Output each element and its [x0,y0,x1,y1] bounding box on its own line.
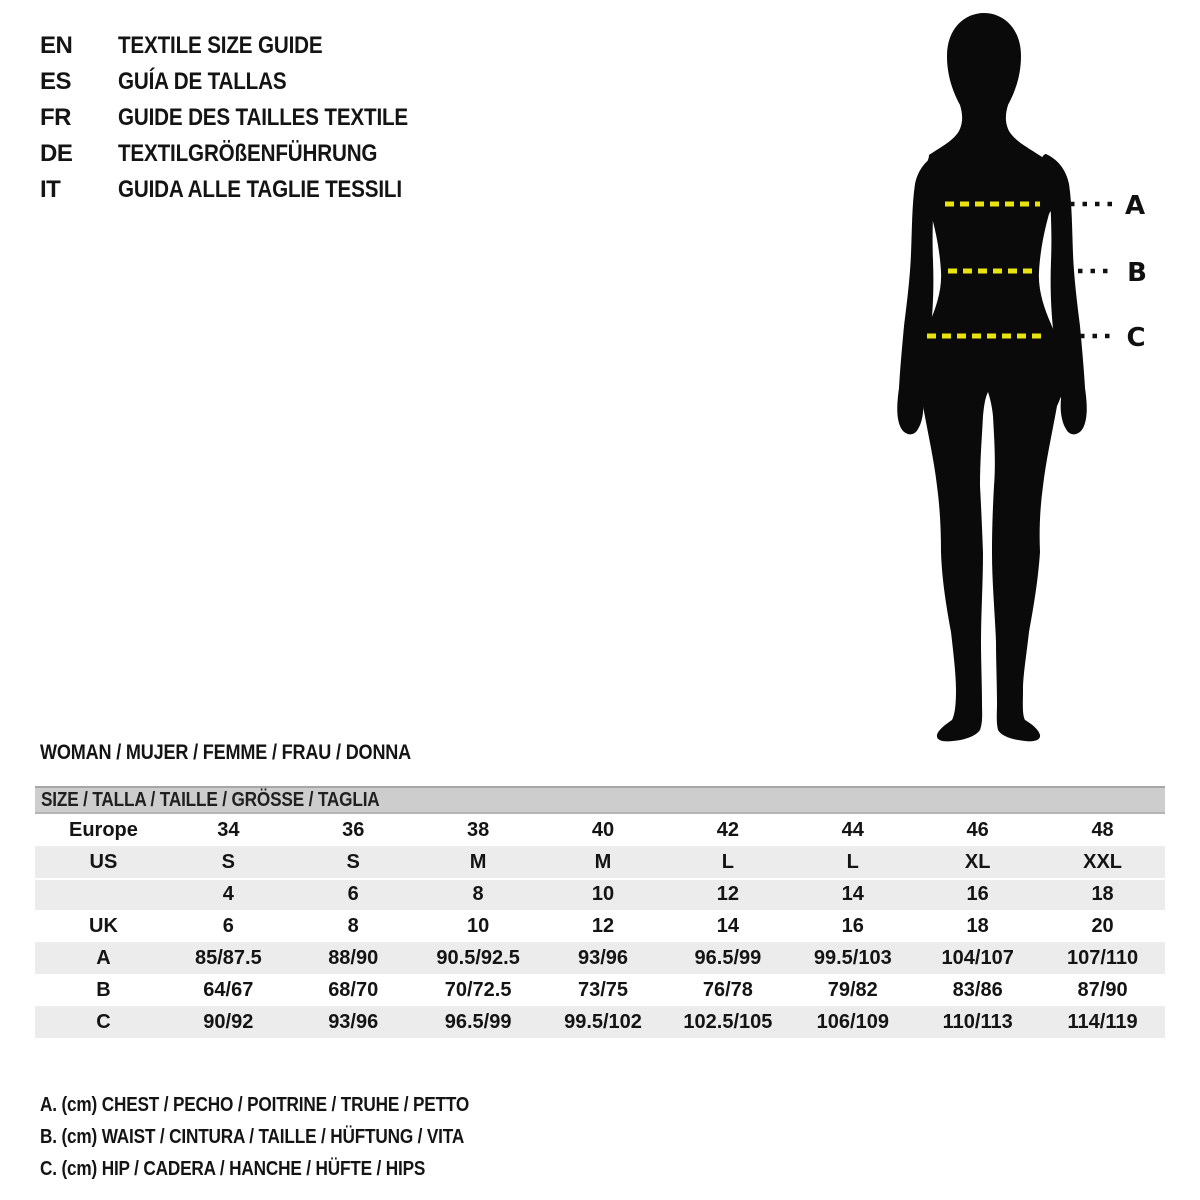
table-cell: 18 [966,915,989,937]
table-cell: 34 [217,819,240,841]
table-cell: 83/86 [952,979,1003,1001]
table-cell: 107/110 [1066,947,1139,969]
table-cell: 87/90 [1077,979,1128,1001]
table-cell: 6 [347,883,359,905]
table-cell: 64/67 [203,979,254,1001]
language-title: TEXTILGRÖßENFÜHRUNG [118,140,378,167]
table-cell: XXL [1083,851,1123,873]
table-cell: 12 [591,915,615,937]
language-row-es [40,64,455,100]
table-cell: 90.5/92.5 [436,947,520,969]
size-table-header-text: SIZE / TALLA / TAILLE / GRÖSSE / TAGLIA [41,789,380,811]
table-cell: 4 [222,883,234,905]
table-cell: 44 [841,819,864,841]
legend-waist [40,1121,539,1153]
table-cell: 93/96 [328,1011,379,1033]
row-label [35,878,166,910]
table-cell: 20 [1091,915,1114,937]
table-cell: 16 [966,883,989,905]
language-code: FR [40,104,71,131]
language-code: EN [40,32,73,59]
legend-hip-text: C. (cm) HIP / CADERA / HANCHE / HÜFTE / HIPS [40,1158,426,1180]
table-cell: 38 [466,819,490,841]
table-cell: 85/87.5 [194,947,262,969]
table-row-chest-a [35,942,1165,974]
table-cell: 46 [966,819,989,841]
row-label: Europe [68,819,138,841]
size-table-header [35,786,1165,814]
chest-marker-label: A [1124,191,1146,221]
row-label: C [96,1011,111,1033]
table-cell: 18 [1091,883,1114,905]
table-cell: 36 [342,819,365,841]
gender-heading [40,740,471,766]
waist-marker-label: B [1127,258,1147,288]
table-cell: 76/78 [702,979,753,1001]
table-cell: 8 [472,883,484,905]
table-cell: 110/113 [942,1011,1013,1033]
language-title: GUIDE DES TAILLES TEXTILE [118,104,409,131]
legend-chest-text: A. (cm) CHEST / PECHO / POITRINE / TRUHE / PETTO [40,1094,470,1116]
language-row-fr [40,100,455,136]
table-cell: 99.5/103 [813,947,892,969]
table-cell: 40 [591,819,615,841]
table-cell: 96.5/99 [444,1011,512,1033]
table-cell: 73/75 [577,979,629,1001]
table-cell: 68/70 [328,979,379,1001]
table-cell: 14 [841,883,864,905]
table-cell: 10 [466,915,490,937]
table-row-us-numeric [35,878,1165,910]
language-row-it [40,172,455,208]
table-cell: 93/96 [577,947,629,969]
size-table [35,786,1165,1038]
table-cell: 8 [347,915,359,937]
table-cell: 90/92 [203,1011,254,1033]
measurement-legend [40,1089,539,1185]
table-row-us [35,846,1165,878]
table-cell: M [469,851,487,873]
row-label: A [96,947,111,969]
table-cell: 106/109 [816,1011,889,1033]
language-code: IT [40,176,61,203]
language-title: GUIDA ALLE TAGLIE TESSILI [118,176,402,203]
legend-hip [40,1153,539,1185]
language-title: TEXTILE SIZE GUIDE [118,32,323,59]
table-cell: 16 [841,915,864,937]
table-cell: 12 [716,883,740,905]
table-cell: 104/107 [941,947,1014,969]
row-label: UK [89,915,118,937]
table-row-hip-c [35,1006,1165,1038]
table-cell: 114/119 [1067,1011,1138,1033]
table-cell: 88/90 [328,947,379,969]
legend-chest [40,1089,539,1121]
gender-heading-text: WOMAN / MUJER / FEMME / FRAU / DONNA [40,741,412,764]
table-cell: 102.5/105 [683,1011,773,1033]
table-cell: L [721,851,734,873]
table-row-waist-b [35,974,1165,1006]
hip-marker-label: C [1126,323,1146,353]
table-cell: L [846,851,859,873]
legend-waist-text: B. (cm) WAIST / CINTURA / TAILLE / HÜFTUNG / VITA [40,1126,465,1148]
table-row-uk [35,910,1165,942]
language-title-list [40,28,455,208]
table-cell: 42 [716,819,740,841]
table-cell: 79/82 [827,979,878,1001]
table-cell: M [594,851,612,873]
table-cell: 6 [222,915,234,937]
table-cell: 10 [591,883,615,905]
table-cell: 48 [1091,819,1114,841]
table-cell: S [346,851,360,873]
table-cell: 96.5/99 [694,947,762,969]
row-label: B [96,979,111,1001]
language-row-de [40,136,455,172]
table-cell: S [221,851,235,873]
table-row-europe [35,814,1165,846]
language-title: GUÍA DE TALLAS [118,68,287,95]
language-row-en [40,28,455,64]
woman-silhouette [916,13,1064,741]
language-code: ES [40,68,72,95]
table-cell: XL [964,851,991,873]
woman-silhouette-figure [880,8,1160,748]
table-cell: 99.5/102 [564,1011,642,1033]
row-label: US [89,851,118,873]
table-cell: 14 [716,915,740,937]
table-cell: 70/72.5 [444,979,512,1001]
language-code: DE [40,140,73,167]
